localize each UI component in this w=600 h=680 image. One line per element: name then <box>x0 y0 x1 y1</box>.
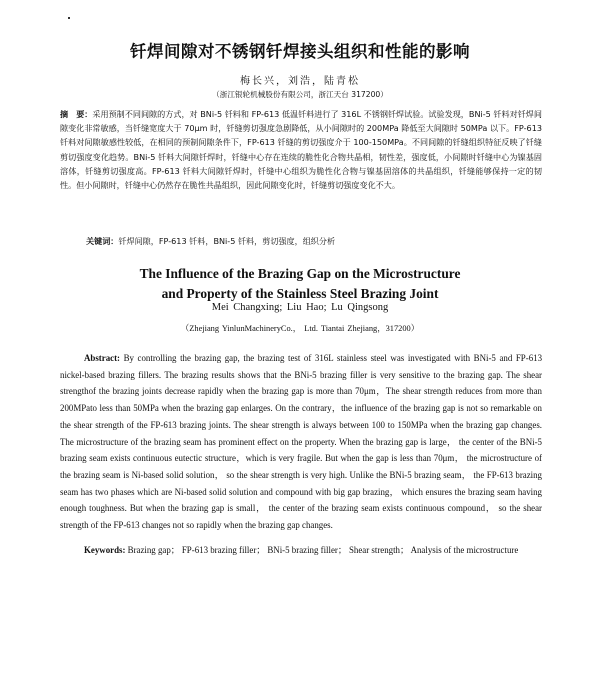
english-abstract <box>60 350 542 534</box>
english-title-line-2: and Property of the Stainless Steel Brazing Joint <box>161 285 439 301</box>
chinese-title: 钎焊间隙对不锈钢钎焊接头组织和性能的影响 <box>130 42 470 61</box>
english-title <box>0 264 600 303</box>
chinese-abstract <box>60 107 542 192</box>
chinese-affiliation: （浙江银轮机械股份有限公司，浙江天台 317200） <box>212 90 388 99</box>
english-title-line-1: The Influence of the Brazing Gap on the Microstructure <box>139 266 461 281</box>
english-authors: Mei Changxing; Liu Hao; Lu Qingsong <box>211 302 389 313</box>
chinese-authors: 梅长兴，刘浩，陆青松 <box>240 76 360 87</box>
chinese-keywords-text: 钎焊间隙，FP-613 钎料，BNi-5 钎料，剪切强度，组织分析 <box>118 236 336 246</box>
chinese-keywords <box>86 236 335 247</box>
english-affiliation: （Zhejiang YinlunMachineryCo.， Ltd. Tiantai Zhejiang，317200） <box>180 324 420 333</box>
english-abstract-text: By controlling the brazing gap, the brazing test of 316L stainless steel was investigated with BNi-5 and FP-613 nickel-based brazing fillers. The brazing results shows that the BNi-5 brazing filler is very sensitive to the brazing gap. The shear strengthof the brazing joints decrease rapidly when the brazing gap is more than 70μm，The shear strength reduces from more than 200MPato less than 50MPa when the brazing gap enlarges. On the contrary，the influence of the brazing gap is not so remarkable on the shear strength of the FP-613 brazing joints. The shear strength is always between 100 to 150MPa when the brazing gap changes. The microstructure of the brazing seam has prominent effect on the property. When the brazing gap is large， the center of the BNi-5 brazing seam exists continuous eutectic structure，which is very fragile. But when the gap is less than 70μm， the microstructure of the brazing seam is Ni-based solid solution， so the shear strength is very high. Unlike the BNi-5 brazing seam， the FP-613 brazing seam has two phases which are Ni-based solid solution and compound with big gap brazing， which ensures the brazing seam having enough toughness. But when the brazing gap is small， the center of the brazing seam exists continuous compound， so the shear strength of the FP-613 changes not so rapidly when the brazing gap changes. <box>60 353 543 531</box>
scan-speck <box>68 17 70 19</box>
chinese-abstract-label: 摘 要： <box>60 109 93 119</box>
chinese-abstract-text: 采用预制不同间隙的方式，对 BNi-5 钎料和 FP-613 低温钎料进行了 316L 不锈钢钎焊试验。试验发现，BNi-5 钎料对钎焊间隙变化非常敏感，当钎缝宽度大于 70μm 时，钎缝剪切强度急剧降低，从小间隙时的 200MPa 降低至大间隙时 50MPa 以下。FP-613 钎料对间隙敏感性较低，在相同的预制间隙条件下，FP-613 钎缝的剪切强度介于 100-150MPa。不同间隙的钎缝组织特征反映了钎缝剪切强度变化趋势。BNi-5 钎料大间隙钎焊时，钎缝中心存在连续的脆性化合物共晶相，韧性差，强度低，小间隙时钎缝中心为镍基固溶体，钎缝剪切强度高。FP-613 钎料大间隙钎焊时，钎缝中心组织为脆性化合物与镍基固溶体的共晶组织，钎缝能够保持一定的韧性。但小间隙时，钎缝中心仍然存在脆性共晶组织，因此间隙变化时，钎缝剪切强度变化不大。 <box>60 109 542 191</box>
english-keywords-label: Keywords: <box>84 545 126 555</box>
english-keywords <box>60 542 542 559</box>
chinese-keywords-label: 关键词： <box>86 236 119 246</box>
english-abstract-label: Abstract: <box>84 353 120 363</box>
english-keywords-text: Brazing gap； FP-613 brazing filler； BNi-5 brazing filler； Shear strength； Analysis of the microstructure <box>127 545 519 555</box>
